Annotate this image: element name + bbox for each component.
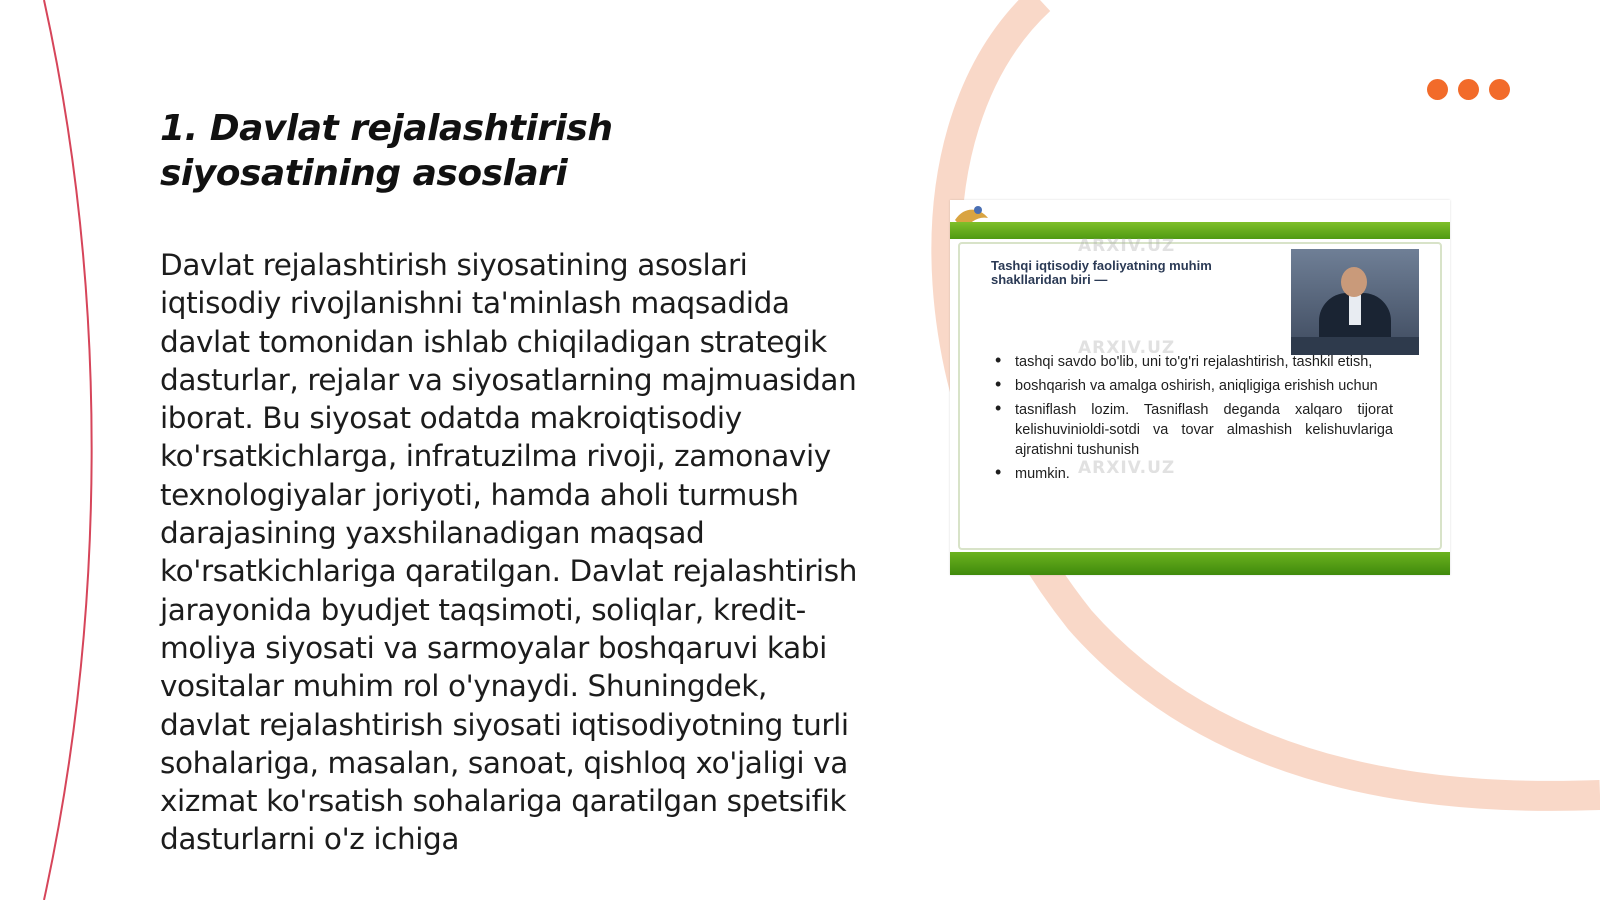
- dot-icon: [1458, 79, 1479, 100]
- page-title: 1. Davlat rejalashtirish siyosatining asoslari: [160, 108, 613, 194]
- list-item: • boshqarish va amalga oshirish, aniqligiga erishish uchun: [995, 376, 1393, 396]
- menu-dots: [1427, 79, 1510, 100]
- watermark: ARXIV.UZ: [1078, 458, 1176, 478]
- list-item: • tasniflash lozim. Tasniflash deganda xalqaro tijorat kelishuvinioldi-sotdi va tovar almashish kelishuvlariga ajratishni tushunish: [995, 400, 1393, 460]
- slide-top-bar: [950, 222, 1450, 239]
- slide-bullet-list: [995, 352, 1393, 488]
- speaker-photo: [1291, 249, 1419, 355]
- dot-icon: [1489, 79, 1510, 100]
- slide-heading: Tashqi iqtisodiy faoliyatning muhim shakllaridan biri —: [991, 258, 1212, 287]
- watermark: ARXIV.UZ: [1078, 338, 1176, 358]
- slide-bottom-bar: [950, 552, 1450, 575]
- watermark: ARXIV.UZ: [1078, 236, 1176, 256]
- left-accent-curve: [44, 0, 92, 900]
- body-paragraph: Davlat rejalashtirish siyosatining asoslari iqtisodiy rivojlanishni ta'minlash maqsadida davlat tomonidan ishlab chiqiladigan strategik dasturlar, rejalar va siyosatlarning majmuasidan iborat. Bu siyosat odatda makroiqtisodiy ko'rsatkichlarga, infratuzilma rivoji, zamonaviy texnologiyalar joriyoti, hamda aholi turmush darajasining yaxshilanadigan maqsad ko'rsatkichlariga qaratilgan. Davlat rejalashtirish jarayonida byudjet taqsimoti, soliqlar, kredit-moliya siyosati va sarmoyalar boshqaruvi kabi vositalar muhim rol o'ynaydi. Shuningdek, davlat rejalashtirish siyosati iqtisodiyotning turli sohalariga, masalan, sanoat, qishloq xo'jaligi va xizmat ko'rsatish sohalariga qaratilgan spetsifik dasturlarni o'z ichiga: [160, 248, 857, 857]
- dot-icon: [1427, 79, 1448, 100]
- slide-image: [950, 200, 1450, 575]
- list-item: • mumkin.: [995, 464, 1393, 484]
- list-item: • tashqi savdo bo'lib, uni to'g'ri rejalashtirish, tashkil etish,: [995, 352, 1393, 372]
